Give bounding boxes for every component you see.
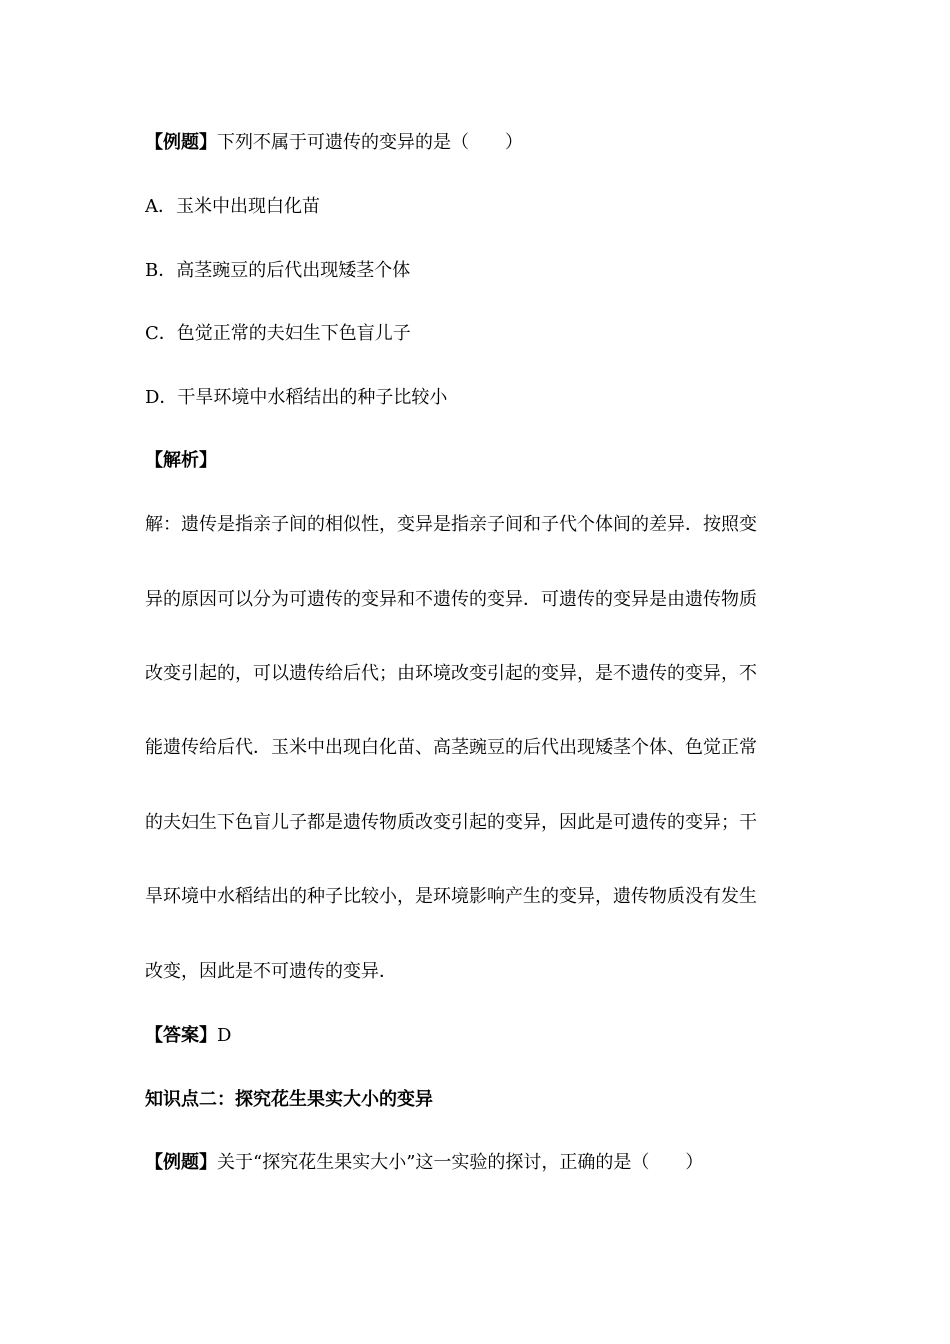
option-b: B．高茎豌豆的后代出现矮茎个体 — [145, 260, 411, 281]
analysis-line-3: 改变引起的，可以遗传给后代；由环境改变引起的变异，是不遗传的变异，不 — [145, 663, 757, 684]
section-title: 知识点二：探究花生果实大小的变异 — [145, 1089, 433, 1110]
option-d: D．干旱环境中水稻结出的种子比较小 — [145, 387, 448, 408]
question-stem: 下列不属于可遗传的变异的是（ ） — [217, 132, 523, 153]
analysis-line-1: 解：遗传是指亲子间的相似性，变异是指亲子间和子代个体间的差异．按照变 — [145, 514, 757, 535]
question-1-stem-line — [145, 133, 523, 153]
analysis-line-7: 改变，因此是不可遗传的变异． — [145, 961, 397, 982]
example-label: 【例题】 — [145, 1152, 217, 1173]
analysis-line-5: 的夫妇生下色盲儿子都是遗传物质改变引起的变异，因此是可遗传的变异；干 — [145, 812, 757, 833]
example-label: 【例题】 — [145, 132, 217, 153]
option-c: C．色觉正常的夫妇生下色盲儿子 — [145, 323, 411, 344]
question-2-stem-line — [145, 1153, 703, 1173]
answer-line — [145, 1026, 231, 1046]
answer-label: 【答案】 — [145, 1025, 217, 1046]
answer-value: D — [217, 1025, 232, 1046]
option-a: A．玉米中出现白化苗 — [145, 196, 320, 217]
question-stem: 关于“探究花生果实大小”这一实验的探讨，正确的是（ ） — [217, 1152, 704, 1173]
analysis-label: 【解析】 — [145, 450, 217, 471]
analysis-line-4: 能遗传给后代．玉米中出现白化苗、高茎豌豆的后代出现矮茎个体、色觉正常 — [145, 737, 757, 758]
analysis-line-6: 旱环境中水稻结出的种子比较小，是环境影响产生的变异，遗传物质没有发生 — [145, 886, 757, 907]
analysis-line-2: 异的原因可以分为可遗传的变异和不遗传的变异．可遗传的变异是由遗传物质 — [145, 589, 757, 610]
